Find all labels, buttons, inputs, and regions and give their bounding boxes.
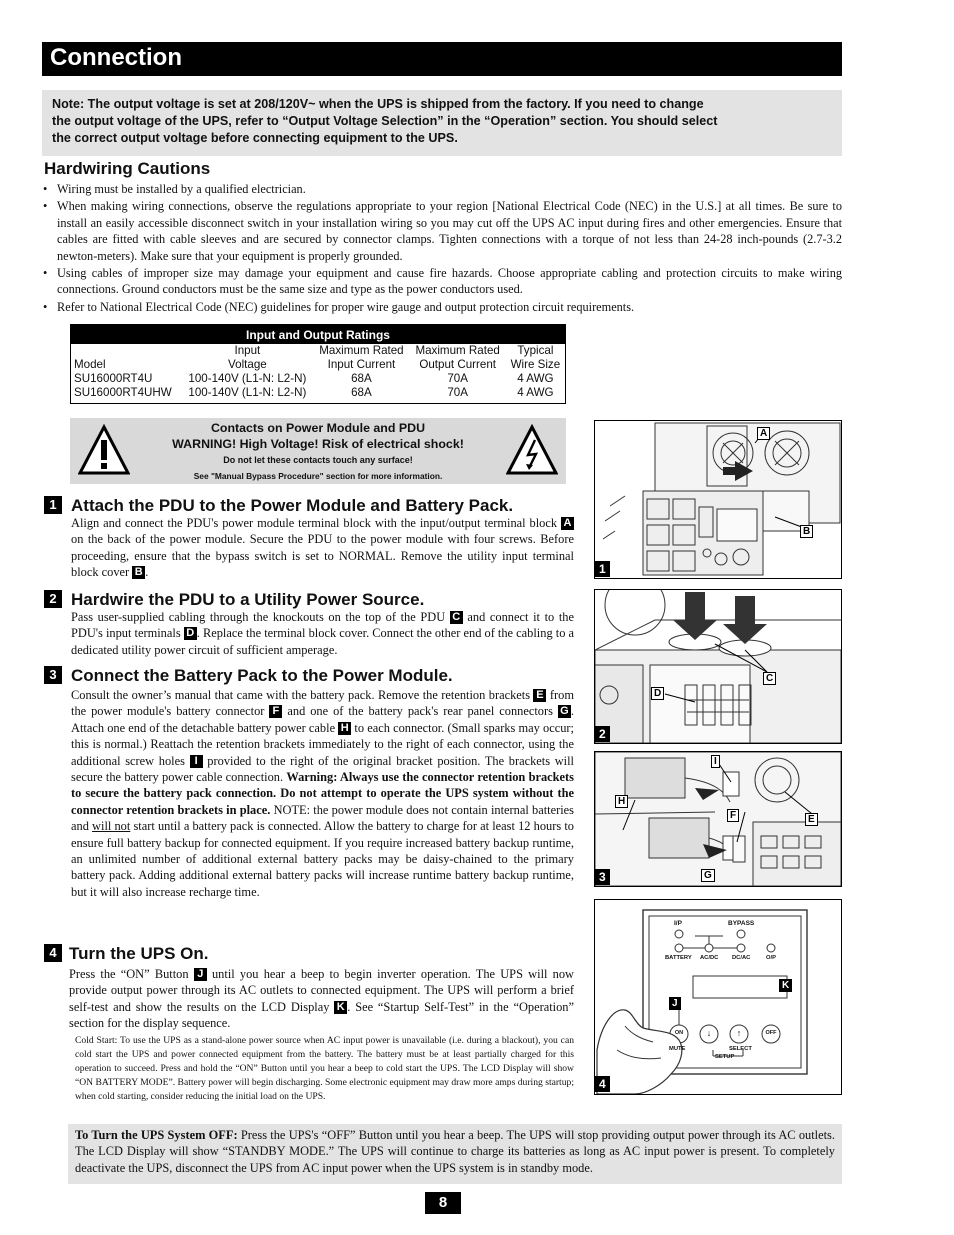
- control-panel-illustration: [595, 900, 841, 1094]
- step-number: 3: [44, 666, 62, 684]
- page-title: Connection: [42, 42, 842, 76]
- col-header: Typical: [517, 344, 554, 357]
- step-body: [71, 687, 574, 900]
- pdu-attach-illustration: [595, 421, 841, 578]
- warning-line-1: Contacts on Power Module and PDU: [210, 421, 426, 435]
- panel-label-battery: BATTERY: [665, 955, 692, 961]
- step-text: on the back of the power module. Secure the PDU to the power module with four screws. Before proceeding, ensure that the bypass switch is set to NORMAL. Remove the utility input terminal block cover: [71, 532, 574, 580]
- step-text: until you hear a beep to begin inverter operation. The UPS will now provide output power through its AC outlets to connected equipment. The UPS will perform a brief self-test and show the results on the LCD Display: [69, 967, 575, 1014]
- table-cell: SU16000RT4UHW: [74, 386, 172, 399]
- callout-tag: E: [533, 689, 546, 702]
- hardwire-illustration: [595, 590, 841, 743]
- warning-line-3: Do not let these contacts touch any surface!: [223, 455, 413, 465]
- caution-item: • When making wiring connections, observe the regulations appropriate to your region [National Electrical Code (NEC) in the U.S.] at all times. Be sure to install an easily accessible disconnect switch in your installation wiring so you may cut off the UPS AC input during fires and other emergencies. Ensure that cables are fitted with cable sleeves and are secured by connector clamps. Tighten connections with a torque of not less than 24-28 inch-pounds (2.7-3.2 newton-meters). Make sure that your equipment is properly grounded.: [42, 198, 842, 264]
- note-line-3: the correct output voltage before connecting equipment to the UPS.: [52, 131, 458, 145]
- step-number: 1: [44, 496, 62, 514]
- figure-number: 3: [595, 869, 610, 885]
- note-box: [42, 90, 842, 156]
- up-button[interactable]: ↑: [736, 1028, 742, 1038]
- cautions-list: [42, 181, 842, 316]
- callout-tag: F: [269, 705, 282, 718]
- callout-tag: C: [450, 611, 463, 624]
- step-text: provided to the right of the original bracket position. The brackets will secure the battery power cable connection.: [71, 753, 574, 785]
- panel-label-setup: SETUP: [715, 1054, 735, 1060]
- panel-label-mute: MUTE: [669, 1046, 686, 1052]
- step-text: Align and connect the PDU's power module terminal block with the input/output terminal block: [71, 516, 561, 530]
- table-cell: 70A: [447, 386, 468, 399]
- step-heading: Connect the Battery Pack to the Power Module.: [71, 666, 453, 685]
- col-header: Input Current: [327, 358, 396, 371]
- col-header: [71, 344, 182, 358]
- note-line-1: Note: The output voltage is set at 208/120V~ when the UPS is shipped from the factory. If you need to change: [52, 97, 704, 111]
- figure-callout: H: [615, 795, 628, 808]
- col-header: Input: [234, 344, 261, 357]
- col-header: Voltage: [228, 358, 267, 371]
- callout-tag: J: [194, 968, 207, 981]
- col-header: Maximum Rated: [415, 344, 500, 357]
- col-header: Maximum Rated: [319, 344, 404, 357]
- warning-line-4: See "Manual Bypass Procedure" section for more information.: [193, 471, 443, 481]
- table-cell: 68A: [351, 386, 372, 399]
- step-text: start until a battery pack is connected. Allow the battery to charge for at least 12 hours to ensure full battery backup for connected equipment. If you require increased battery backup runtime, an unlimited number of additional external battery packs may be daisy-chained to the primary battery pack. Adding additional external battery packs will increase runtime battery backup runtime, but it will also increase recharge time.: [71, 819, 574, 899]
- step-heading: Hardwire the PDU to a Utility Power Source.: [71, 590, 425, 609]
- step-text: .: [145, 565, 149, 580]
- panel-label-ip: I/P: [674, 920, 682, 927]
- table-cell: SU16000RT4U: [74, 372, 153, 385]
- figure-number: 4: [595, 1076, 610, 1092]
- underlined-text: will not: [92, 819, 131, 834]
- figure-number: 2: [595, 726, 610, 742]
- step-text: Press the “ON” Button: [69, 967, 194, 981]
- table-cell: 100-140V (L1-N: L2-N): [188, 386, 307, 399]
- col-header: Wire Size: [510, 358, 561, 371]
- step-text: Consult the owner’s manual that came with the battery pack. Remove the retention brackets: [71, 688, 534, 702]
- table-cell: 4 AWG: [517, 386, 554, 399]
- table-row: [71, 386, 566, 404]
- cautions-heading: Hardwiring Cautions: [44, 159, 211, 178]
- col-header: Model: [74, 358, 106, 371]
- battery-warning: Warning: Always use the connector retention brackets to secure the battery pack connection. Do not attempt to operate the UPS system without the connector retention brackets in place.: [71, 770, 574, 817]
- figure-callout: F: [727, 809, 739, 822]
- caution-item: • Using cables of improper size may damage your equipment and cause fire hazards. Choose appropriate cabling and protection circuits to make wiring connections. Ground conductors must be the same size and type as the power conductors used.: [42, 265, 842, 298]
- off-button[interactable]: OFF: [765, 1030, 777, 1036]
- step-text: . Replace the terminal block cover. Connect the other end of the cabling to a dedicated utility power circuit of sufficient amperage.: [71, 626, 574, 657]
- figure-callout: G: [701, 869, 715, 882]
- callout-tag: K: [334, 1001, 347, 1014]
- panel-label-bypass: BYPASS: [728, 920, 755, 927]
- panel-label-dcac: DC/AC: [732, 955, 751, 961]
- step-text: and connect it to the PDU's input terminals: [71, 610, 574, 641]
- electric-shock-icon: [506, 424, 558, 476]
- on-button[interactable]: ON: [674, 1030, 684, 1036]
- step-body: [69, 966, 574, 1032]
- step-heading: Attach the PDU to the Power Module and Battery Pack.: [71, 496, 514, 515]
- callout-tag: G: [558, 705, 571, 718]
- step-text: . See “Startup Self-Test” in the “Operation” section for the display sequence.: [69, 999, 574, 1031]
- panel-label-acdc: AC/DC: [700, 955, 719, 961]
- turn-off-label: To Turn the UPS System OFF:: [75, 1128, 238, 1142]
- panel-label-select: SELECT: [729, 1046, 752, 1052]
- step-heading: Turn the UPS On.: [69, 944, 209, 963]
- figure-callout: E: [805, 813, 818, 826]
- turn-off-text: Press the UPS's “OFF” Button until you hear a beep. The UPS will stop providing output power through its AC outlets. The LCD Display will show “STANDBY MODE.” The UPS will continue to charge its batteries as long as AC input power is present. To completely deactivate the UPS, disconnect the UPS from AC input power when the UPS system is in standby mode.: [75, 1128, 835, 1175]
- step-text: NOTE: the power module does not contain internal batteries and: [71, 802, 575, 834]
- figure-2-hardwire: [594, 589, 842, 744]
- step-number: 4: [44, 944, 62, 962]
- table-cell: 70A: [447, 372, 468, 385]
- step-text: to each connector. (Small sparks may occur; this is normal.) Reattach the retention brackets immediately to the right of each connector, using the additional screw holes: [71, 720, 574, 768]
- down-button[interactable]: ↓: [706, 1028, 712, 1038]
- figure-callout: K: [779, 979, 792, 992]
- figure-callout: A: [757, 427, 770, 440]
- step-body: [71, 515, 574, 581]
- warning-line-2: WARNING! High Voltage! Risk of electrical shock!: [172, 437, 464, 451]
- step-number: 2: [44, 590, 62, 608]
- figure-4-control-panel: [594, 899, 842, 1095]
- callout-tag: D: [184, 627, 197, 640]
- ratings-caption: Input and Output Ratings: [71, 325, 566, 345]
- step-text: from the power module's battery connector: [71, 688, 574, 719]
- page-number: 8: [425, 1192, 461, 1214]
- table-cell: 68A: [351, 372, 372, 385]
- callout-tag: B: [132, 566, 145, 579]
- table-row: [71, 372, 566, 386]
- figure-number: 1: [595, 561, 610, 577]
- callout-tag: I: [190, 755, 203, 768]
- note-line-2: the output voltage of the UPS, refer to “Output Voltage Selection” in the “Operation” section. You should select: [52, 114, 718, 128]
- figure-callout: I: [711, 755, 720, 768]
- figure-callout: C: [763, 672, 776, 685]
- figure-callout: D: [651, 687, 664, 700]
- high-voltage-warning: [70, 418, 566, 484]
- figure-1-pdu-attach: [594, 420, 842, 579]
- caution-item: • Refer to National Electrical Code (NEC) guidelines for proper wire gauge and output protection circuit requirements.: [42, 299, 842, 315]
- callout-tag: H: [338, 722, 351, 735]
- figure-callout: J: [669, 997, 681, 1010]
- figure-3-battery-connect: [594, 751, 842, 887]
- table-cell: 4 AWG: [517, 372, 554, 385]
- table-cell: 100-140V (L1-N: L2-N): [188, 372, 307, 385]
- col-header: Output Current: [419, 358, 496, 371]
- step-text: and one of the battery pack's rear panel connectors: [282, 704, 558, 719]
- ratings-table: [70, 324, 566, 404]
- figure-callout: B: [800, 525, 813, 538]
- caution-item: • Wiring must be installed by a qualified electrician.: [42, 181, 842, 197]
- step-body: [71, 609, 574, 658]
- cold-start-note: Cold Start: To use the UPS as a stand-alone power source when AC input power is unavailable (i.e. during a blackout), you can cold start the UPS and power connected equipment from the battery. The battery must be at least partially charged for this operation to succeed. Press and hold the “ON” Button until you hear a beep to cold start the UPS. The LCD Display will show “ON BATTERY MODE”. Battery power will begin discharging. Some electronic equipment may draw more amps during startup; when cold starting, consider reducing the initial load on the UPS.: [75, 1035, 574, 1102]
- step-text: . Attach one end of the detachable battery power cable: [71, 704, 574, 735]
- turn-off-box: [68, 1124, 842, 1184]
- panel-label-op: O/P: [766, 955, 776, 961]
- callout-tag: A: [561, 517, 574, 530]
- step-text: Pass user-supplied cabling through the knockouts on the top of the PDU: [71, 610, 450, 624]
